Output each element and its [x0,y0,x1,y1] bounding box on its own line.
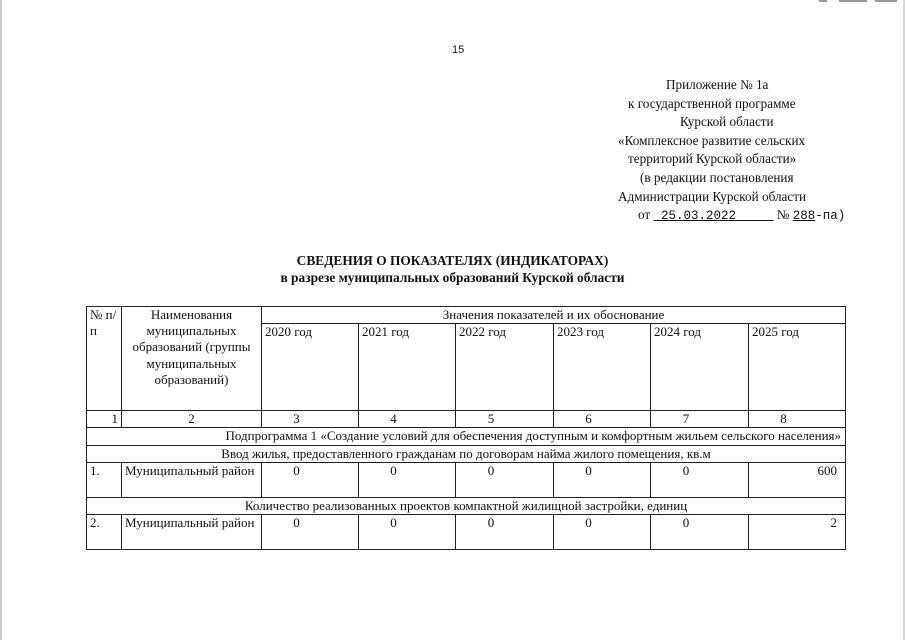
annex-line-7: Администрации Курской области [618,188,807,204]
indicator-title: Ввод жилья, предоставленного гражданам по договорам найма жилого помещения, кв.м [87,445,846,462]
row-value: 2 [749,515,846,550]
column-number: 1 [87,411,122,428]
row-number: 2. [87,515,122,550]
column-number: 2 [122,411,262,428]
header-num: № п/п [87,307,122,411]
column-number: 8 [749,411,846,428]
row-value: 0 [651,515,749,550]
row-value: 0 [554,462,651,497]
annex-date-value [653,209,773,223]
header-year-2022: 2022 год [456,324,554,411]
column-number: 7 [651,411,749,428]
header-name: Наименования муниципальных образований (группы муниципальных образований) [122,307,262,411]
row-value: 0 [554,515,651,550]
table-row [87,462,846,497]
row-value: 0 [456,515,554,550]
row-value: 0 [262,515,359,550]
row-value: 0 [651,462,749,497]
row-value: 600 [749,462,846,497]
annex-date-prefix: от [638,207,651,223]
subprogram-title: Подпрограмма 1 «Создание условий для обеспечения доступным и комфортным жильем сельского населения» [87,428,846,445]
column-numbers-row [87,411,846,428]
indicator-title: Количество реализованных проектов компактной жилищной застройки, единиц [87,497,846,514]
indicator-row [87,497,846,514]
header-year-2024: 2024 год [651,324,749,411]
annex-number-prefix: № [776,207,790,223]
page-number: 15 [452,44,465,56]
annex-date-text: 25.03.2022 [661,209,737,224]
header-year-2023: 2023 год [554,324,651,411]
table-header-row [87,307,846,324]
scan-top-marks [819,0,899,3]
scan-left-edge [0,0,2,640]
column-number: 4 [359,411,456,428]
document-subtitle: в разрезе муниципальных образований Курской области [280,270,625,285]
annex-number-suffix: -па) [815,209,846,224]
indicators-table [86,306,846,550]
column-number: 5 [456,411,554,428]
row-value: 0 [359,462,456,497]
header-year-2021: 2021 год [359,324,456,411]
row-value: 0 [359,515,456,550]
header-values-group: Значения показателей и их обоснование [262,307,846,324]
header-year-2025: 2025 год [749,324,846,411]
column-number: 6 [554,411,651,428]
annex-number-value: 288 [792,209,816,224]
row-value: 0 [456,462,554,497]
annex-line-4: «Комплексное развитие сельских [618,132,806,148]
row-number: 1. [87,462,122,497]
row-municipality: Муниципальный район [122,462,262,497]
column-number: 3 [262,411,359,428]
table-row [87,515,846,550]
subprogram-row [87,428,846,445]
row-value: 0 [262,462,359,497]
annex-line-2: к государственной программе [628,95,796,111]
annex-line-6: (в редакции постановления [640,169,794,185]
header-year-2020: 2020 год [262,324,359,411]
annex-line-5: территорий Курской области» [628,151,797,167]
row-municipality: Муниципальный район [122,515,262,550]
annex-line-1: Приложение № 1а [666,77,769,92]
annex-line-3: Курской области [680,114,774,130]
annex-date-line [638,206,845,226]
indicator-row [87,445,846,462]
annex-header [560,76,905,225]
document-title: СВЕДЕНИЯ О ПОКАЗАТЕЛЯХ (ИНДИКАТОРАХ) [296,253,609,268]
